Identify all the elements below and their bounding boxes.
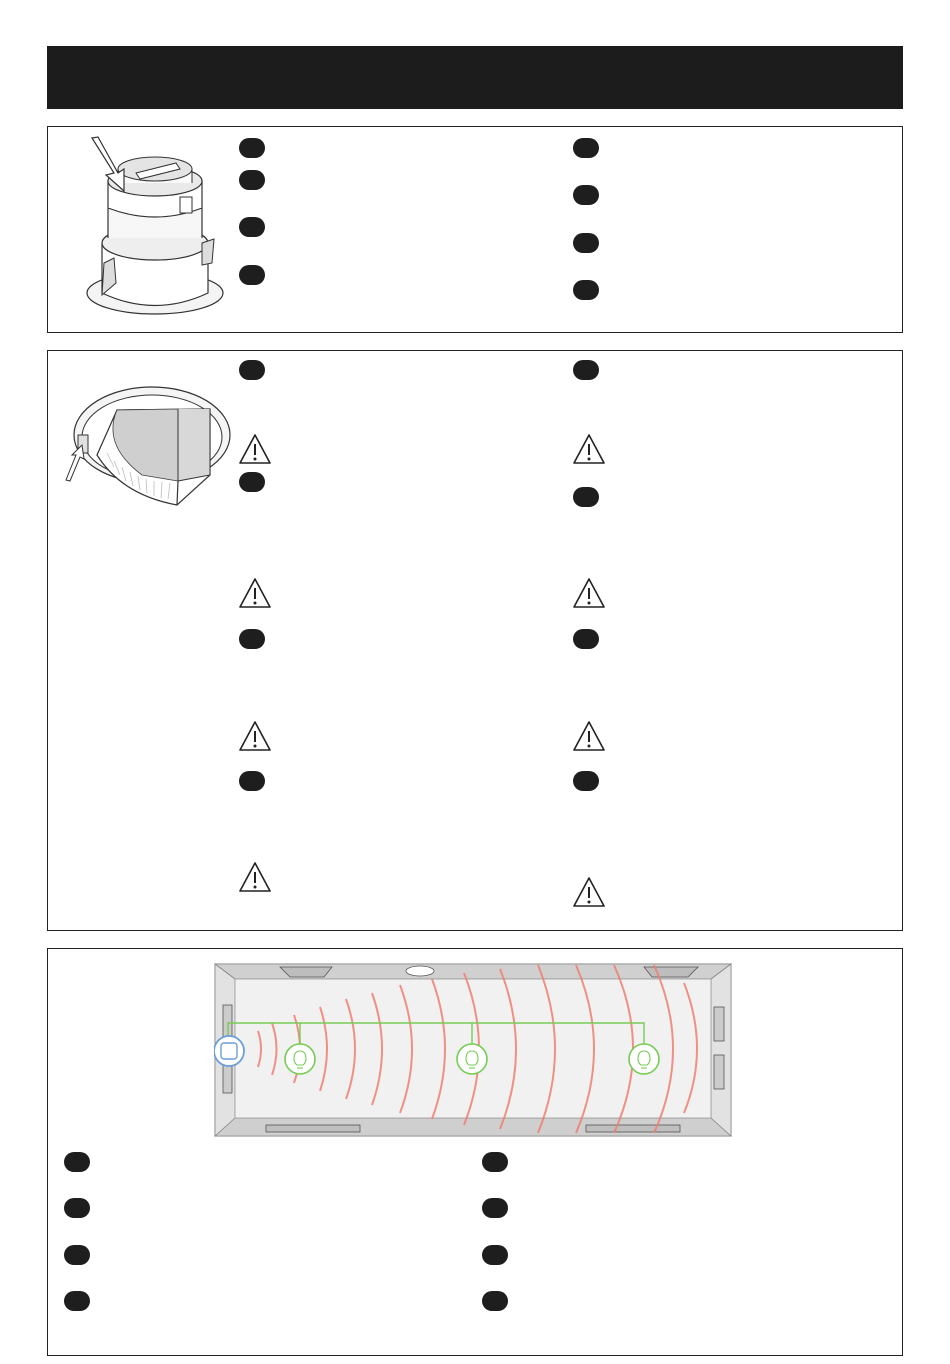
step-badge [64,1198,90,1218]
step-badge [573,280,599,300]
step-badge [482,1152,508,1172]
step-badge [239,360,265,380]
warning-triangle-icon [572,577,606,609]
step-badge [573,629,599,649]
step-badge [239,170,265,190]
room-network-illustration [214,963,732,1137]
downlight-front-illustration [62,375,232,515]
panel-safety-steps [47,350,903,931]
step-badge [239,217,265,237]
step-badge [239,472,265,492]
step-badge [573,185,599,205]
warning-triangle-icon [238,433,272,465]
step-badge [482,1245,508,1265]
step-badge [239,265,265,285]
step-badge [573,233,599,253]
step-badge [482,1291,508,1311]
panel-wireless-network [47,948,903,1356]
step-badge [573,360,599,380]
panel-connector-steps [47,126,903,333]
driver-connector-illustration [80,133,230,328]
warning-triangle-icon [572,433,606,465]
warning-triangle-icon [238,577,272,609]
step-badge [64,1291,90,1311]
warning-triangle-icon [572,876,606,908]
step-badge [239,771,265,791]
step-badge [64,1152,90,1172]
header-bar [47,46,903,109]
step-badge [573,138,599,158]
warning-triangle-icon [572,720,606,752]
step-badge [239,138,265,158]
warning-triangle-icon [238,720,272,752]
warning-triangle-icon [238,861,272,893]
step-badge [573,487,599,507]
step-badge [482,1198,508,1218]
step-badge [64,1245,90,1265]
step-badge [239,629,265,649]
step-badge [573,771,599,791]
